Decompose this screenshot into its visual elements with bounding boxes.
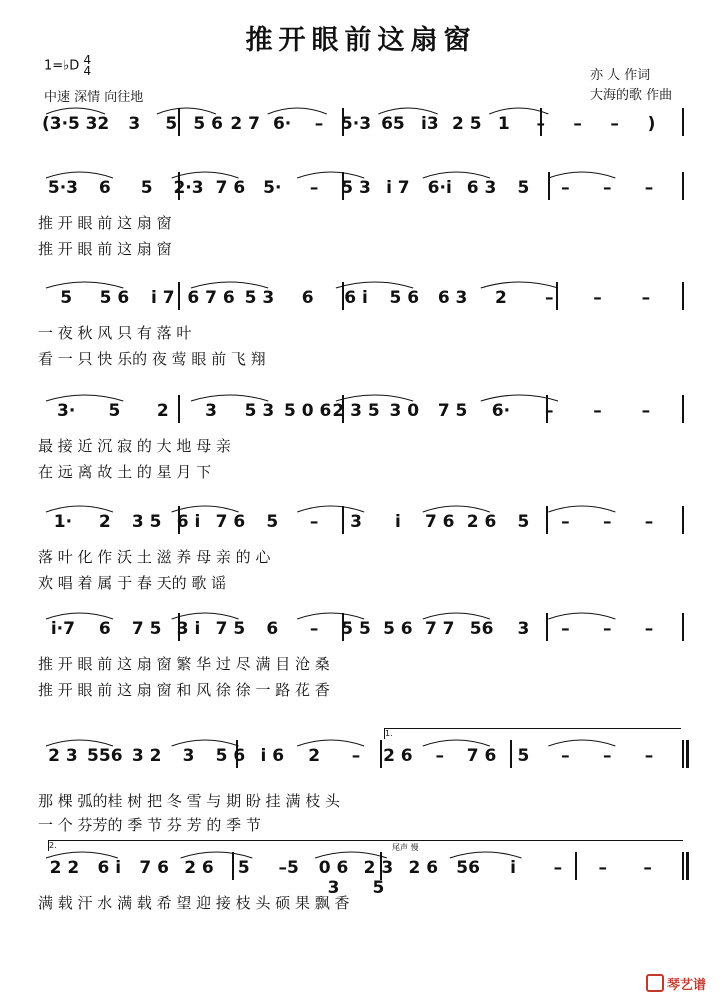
note: – bbox=[644, 619, 654, 639]
volta-bracket: 1. bbox=[384, 728, 681, 739]
slur-mark bbox=[423, 613, 490, 619]
note: – bbox=[561, 512, 570, 532]
note: 2 6 bbox=[408, 858, 439, 878]
slur-mark bbox=[336, 395, 413, 401]
score-row bbox=[0, 613, 722, 733]
slur-mark bbox=[378, 108, 437, 114]
note: 2 7 bbox=[230, 114, 260, 134]
note: – bbox=[544, 401, 554, 421]
note: –5 bbox=[278, 858, 299, 878]
note: 5 bbox=[140, 178, 153, 198]
slur-mark bbox=[481, 395, 558, 401]
note: 7 6 bbox=[466, 746, 497, 766]
slur-mark bbox=[191, 282, 268, 288]
slur-mark bbox=[548, 740, 615, 746]
note: 5 0 6 bbox=[284, 401, 332, 421]
watermark-text: 琴艺谱 bbox=[666, 978, 706, 993]
note: – bbox=[644, 512, 654, 532]
note: 3 bbox=[128, 114, 141, 134]
note: – bbox=[553, 858, 563, 878]
note: 5 bbox=[165, 114, 178, 134]
time-top: 4 bbox=[83, 53, 92, 67]
slur-mark bbox=[336, 282, 413, 288]
note: – bbox=[309, 178, 319, 198]
slur-mark bbox=[191, 395, 268, 401]
note: 1· bbox=[53, 512, 73, 532]
note: 6 i bbox=[97, 858, 122, 878]
lyric-line-1: 落 叶 化 作 沃 土 滋 养 母 亲 的 心 bbox=[38, 548, 271, 566]
slur-mark bbox=[489, 108, 548, 114]
note: i 7 bbox=[150, 288, 175, 308]
note: – bbox=[641, 401, 651, 421]
note: 556 bbox=[87, 746, 123, 766]
lyricist-credit: 亦 人 作词 bbox=[590, 68, 651, 83]
note: 6 bbox=[98, 178, 111, 198]
note: – bbox=[573, 114, 582, 134]
note: – bbox=[536, 114, 545, 134]
note: 5 6 bbox=[383, 619, 413, 639]
composer-credit: 大海的歌 作曲 bbox=[590, 88, 673, 103]
note: 2 5 bbox=[452, 114, 482, 134]
note: 56 bbox=[456, 858, 480, 878]
page-title: 推开眼前这扇窗 bbox=[245, 25, 477, 56]
note: – bbox=[561, 746, 570, 766]
slur-mark bbox=[172, 613, 239, 619]
slur-mark bbox=[157, 108, 216, 114]
note: 5 bbox=[517, 178, 530, 198]
note: i3 bbox=[421, 114, 439, 134]
note: 2 6 bbox=[466, 512, 497, 532]
note: 6 3 bbox=[437, 288, 468, 308]
note: i·7 bbox=[50, 619, 75, 639]
note: 3· bbox=[57, 401, 76, 421]
note: 2 2 bbox=[49, 858, 80, 878]
slur-mark bbox=[181, 852, 253, 858]
slur-mark bbox=[548, 506, 615, 512]
note: 5 6 bbox=[215, 746, 246, 766]
slur-mark bbox=[423, 506, 490, 512]
slur-layer bbox=[0, 740, 722, 780]
note: – bbox=[593, 288, 602, 308]
slur-mark bbox=[46, 282, 123, 288]
slur-mark bbox=[297, 613, 364, 619]
note: – bbox=[351, 746, 361, 766]
note: 7 6 bbox=[215, 512, 246, 532]
note: – bbox=[561, 178, 570, 198]
slur-mark bbox=[315, 852, 387, 858]
note: 0 6 3 bbox=[318, 858, 349, 898]
score-row bbox=[0, 841, 722, 972]
slur-mark bbox=[46, 172, 113, 178]
slur-mark bbox=[46, 108, 105, 114]
score-row bbox=[0, 395, 722, 515]
volta-bracket: 2. bbox=[48, 840, 683, 851]
note: 3 5 bbox=[131, 512, 162, 532]
lyric-line-1: 最 接 近 沉 寂 的 大 地 母 亲 bbox=[38, 437, 231, 455]
note: 3 bbox=[350, 512, 362, 532]
note: 7 5 bbox=[215, 619, 246, 639]
lyric-line-2: 一 个 芬芳的 季 节 芬 芳 的 季 节 bbox=[38, 816, 261, 834]
note: 3 2 bbox=[131, 746, 162, 766]
note: 5 bbox=[517, 746, 530, 766]
note: ) bbox=[647, 114, 656, 134]
lyric-line-2: 推 开 眼 前 这 扇 窗 bbox=[38, 240, 172, 258]
slur-mark bbox=[46, 506, 113, 512]
note: 5 bbox=[517, 512, 530, 532]
note: 7 5 bbox=[437, 401, 468, 421]
note: 2 3 5 bbox=[363, 858, 394, 898]
lyric-line-2: 推 开 眼 前 这 扇 窗 和 风 徐 徐 一 路 花 香 bbox=[38, 681, 330, 699]
slur-mark bbox=[481, 282, 558, 288]
time-bottom: 4 bbox=[83, 64, 92, 78]
slur-mark bbox=[172, 740, 239, 746]
note: 5 bbox=[266, 512, 279, 532]
note: 5 3 bbox=[341, 178, 371, 198]
key-signature bbox=[44, 55, 91, 77]
note: – bbox=[644, 746, 654, 766]
slur-mark bbox=[423, 172, 490, 178]
note: – bbox=[602, 746, 612, 766]
note: – bbox=[561, 619, 570, 639]
note: 3 i bbox=[176, 619, 201, 639]
note: 5 5 bbox=[341, 619, 371, 639]
time-signature bbox=[83, 55, 91, 77]
coda-marking: 尾声 慢 bbox=[392, 843, 419, 852]
note: – bbox=[309, 619, 319, 639]
note: 2 6 bbox=[184, 858, 214, 878]
note: 2 bbox=[308, 746, 321, 766]
note: 5·3 bbox=[340, 114, 372, 134]
slur-mark bbox=[548, 172, 615, 178]
note: 3 0 bbox=[389, 401, 420, 421]
note: i bbox=[510, 858, 516, 878]
lyric-line-1: 推 开 眼 前 这 扇 窗 bbox=[38, 214, 172, 232]
note: 2 3 5 bbox=[332, 401, 380, 421]
note: 6·i bbox=[427, 178, 452, 198]
slur-mark bbox=[297, 740, 364, 746]
note: i 6 bbox=[260, 746, 285, 766]
slur-mark bbox=[46, 852, 118, 858]
note: 6 bbox=[301, 288, 314, 308]
slur-layer bbox=[0, 852, 722, 892]
note: – bbox=[314, 114, 324, 134]
lyric-line-1: 一 夜 秋 风 只 有 落 叶 bbox=[38, 324, 192, 342]
slur-mark bbox=[423, 740, 490, 746]
note: 3 bbox=[182, 746, 195, 766]
slur-mark bbox=[46, 740, 113, 746]
note: 5 bbox=[60, 288, 73, 308]
note: – bbox=[435, 746, 444, 766]
note: 5 6 bbox=[193, 114, 223, 134]
note: 5 6 bbox=[389, 288, 420, 308]
note: 7 6 bbox=[215, 178, 246, 198]
note: – bbox=[643, 858, 652, 878]
score-row bbox=[0, 506, 722, 626]
note: 1 bbox=[497, 114, 510, 134]
note: 6 3 bbox=[466, 178, 497, 198]
slur-mark bbox=[297, 506, 364, 512]
note: 5·3 bbox=[47, 178, 78, 198]
score-row bbox=[0, 172, 722, 292]
slur-mark bbox=[548, 613, 615, 619]
note: 6· bbox=[491, 401, 511, 421]
slur-mark bbox=[46, 613, 113, 619]
note: (3·5 bbox=[42, 114, 80, 134]
note: 6 7 6 bbox=[187, 288, 235, 308]
slur-mark bbox=[297, 172, 364, 178]
lyric-line-2: 看 一 只 快 乐的 夜 莺 眼 前 飞 翔 bbox=[38, 350, 266, 368]
slur-layer bbox=[0, 506, 722, 546]
note: 7 5 bbox=[131, 619, 162, 639]
slur-layer bbox=[0, 108, 722, 148]
note: 5 bbox=[108, 401, 121, 421]
note: 3 bbox=[205, 401, 217, 421]
note: – bbox=[641, 288, 651, 308]
slur-layer bbox=[0, 395, 722, 435]
note: 2 3 bbox=[48, 746, 78, 766]
slur-mark bbox=[172, 506, 239, 512]
key-label: 1=♭D bbox=[44, 58, 80, 74]
lyric-line-2: 欢 唱 着 属 于 春 天的 歌 谣 bbox=[38, 574, 227, 592]
note: i 7 bbox=[386, 178, 410, 198]
note: i bbox=[394, 512, 401, 532]
note: 6 bbox=[266, 619, 279, 639]
lyric-line-1: 推 开 眼 前 这 扇 窗 繁 华 过 尽 满 目 沧 桑 bbox=[38, 655, 330, 673]
note: 65 bbox=[381, 114, 405, 134]
slur-mark bbox=[172, 172, 239, 178]
note: 3 bbox=[517, 619, 530, 639]
note: – bbox=[309, 512, 319, 532]
note: – bbox=[644, 178, 654, 198]
note: 2·3 bbox=[173, 178, 204, 198]
note: 7 6 bbox=[139, 858, 169, 878]
slur-layer bbox=[0, 613, 722, 653]
note: 5 3 bbox=[244, 401, 275, 421]
note: 2 6 bbox=[383, 746, 413, 766]
note: 2 bbox=[98, 512, 111, 532]
note: 5 bbox=[237, 858, 250, 878]
note: – bbox=[593, 401, 602, 421]
note: 2 bbox=[156, 401, 169, 421]
note: 5· bbox=[263, 178, 282, 198]
score-row bbox=[0, 282, 722, 402]
note: – bbox=[598, 858, 607, 878]
tempo-marking: 中速 深情 向往地 bbox=[44, 90, 144, 105]
note: 7 6 bbox=[424, 512, 455, 532]
note: 56 bbox=[469, 619, 494, 639]
note: 5 3 bbox=[244, 288, 275, 308]
note: – bbox=[602, 512, 612, 532]
slur-mark bbox=[450, 852, 522, 858]
note: 6 bbox=[98, 619, 111, 639]
note: 6 i bbox=[176, 512, 201, 532]
lyric-line-2: 在 远 离 故 土 的 星 月 下 bbox=[38, 463, 212, 481]
lyric-line-1: 满 载 汗 水 满 载 希 望 迎 接 枝 头 硕 果 飘 香 bbox=[38, 894, 350, 912]
note: 2 bbox=[494, 288, 507, 308]
note: 32 bbox=[85, 114, 110, 134]
slur-layer bbox=[0, 172, 722, 212]
slur-mark bbox=[268, 108, 327, 114]
note: – bbox=[602, 178, 612, 198]
note: – bbox=[610, 114, 619, 134]
note: 7 7 bbox=[424, 619, 455, 639]
slur-layer bbox=[0, 282, 722, 322]
note: 6 i bbox=[344, 288, 368, 308]
note: 6· bbox=[272, 114, 292, 134]
note: – bbox=[544, 288, 554, 308]
slur-mark bbox=[46, 395, 123, 401]
logo-icon bbox=[646, 974, 664, 992]
note: – bbox=[602, 619, 612, 639]
note: 5 6 bbox=[99, 288, 130, 308]
lyric-line-1: 那 棵 弧的桂 树 把 冬 雪 与 期 盼 挂 满 枝 头 bbox=[38, 792, 340, 810]
watermark-logo bbox=[646, 974, 706, 993]
